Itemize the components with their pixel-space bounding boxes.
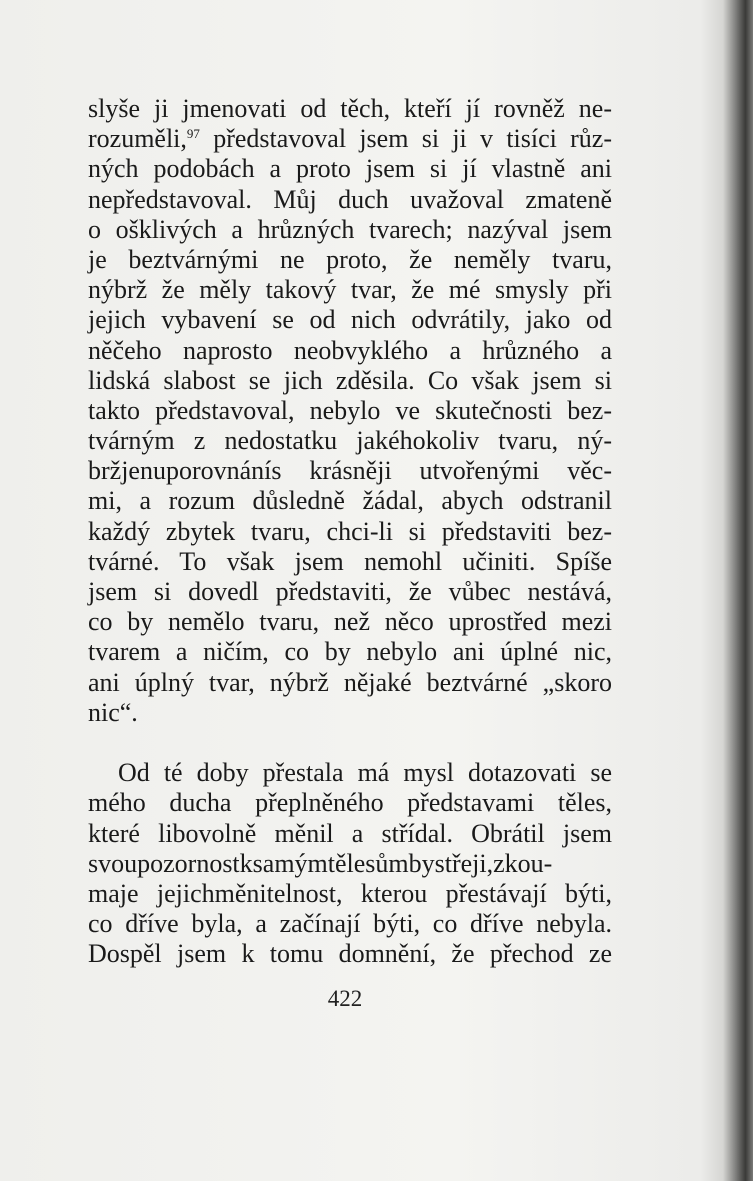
text-line: tvárným z nedostatku jakéhokoliv tvaru, ný-: [88, 426, 612, 456]
text-line: [88, 728, 612, 758]
text-line: co dříve byla, a začínají býti, co dříve nebyla.: [88, 909, 612, 939]
text-line: [88, 124, 612, 154]
footnote-reference: 97: [186, 126, 200, 142]
text-line: slyše ji jmenovati od těch, kteří jí rovněž ne-: [88, 94, 612, 123]
text-fragment: představoval jsem si ji v tisíci růz-: [213, 124, 612, 154]
text-line: nýbrž že měly takový tvar, že mé smysly při: [88, 275, 612, 305]
body-text: [88, 94, 612, 969]
text-line: mi, a rozum důsledně žádal, abych odstranil: [88, 486, 612, 516]
text-line: co by nemělo tvaru, než něco uprostřed mezi: [88, 607, 612, 637]
text-line: bržjenuporovnánís krásněji utvořenými věc-: [88, 456, 612, 486]
text-line: je beztvárnými ne proto, že neměly tvaru,: [88, 244, 612, 274]
page-number: 422: [327, 986, 363, 1011]
text-line: ných podobách a proto jsem si jí vlastně ani: [88, 154, 612, 184]
text-line: tvarem a ničím, co by nebylo ani úplné nic,: [88, 637, 612, 667]
text-line: Od té doby přestala má mysl dotazovati se: [118, 758, 612, 788]
text-line: jsem si dovedl představiti, že vůbec nestává,: [88, 577, 612, 606]
text-line: každý zbytek tvaru, chci-li si představiti bez-: [88, 516, 612, 546]
text-line: tvárné. To však jsem nemohl učiniti. Spíše: [88, 546, 612, 576]
text-line: Dospěl jsem k tomu domnění, že přechod ze: [88, 939, 612, 969]
text-line: takto představoval, nebylo ve skutečnosti bez-: [88, 395, 612, 425]
text-line: jejich vybavení se od nich odvrátily, jako od: [88, 305, 612, 335]
text-fragment: rozuměli,: [88, 124, 187, 154]
text-line: lidská slabost se jich zděsila. Co však jsem si: [88, 365, 612, 395]
text-line: něčeho naprosto neobvyklého a hrůzného a: [88, 335, 612, 365]
text-line: o ošklivých a hrůzných tvarech; nazýval jsem: [88, 214, 612, 244]
text-line: které libovolně měnil a střídal. Obrátil jsem: [88, 818, 612, 848]
text-line: nic“.: [88, 697, 138, 727]
text-line: nepředstavoval. Můj duch uvažoval zmateně: [88, 184, 612, 214]
text-line: maje jejichměnitelnost, kterou přestávají býti,: [88, 878, 612, 908]
text-line: svoupozornostksamýmtělesůmbystřeji,zkou-: [88, 848, 553, 878]
text-line: ani úplný tvar, nýbrž nějaké beztvárné „skoro: [88, 667, 612, 697]
text-line: mého ducha přeplněného představami těles,: [88, 788, 612, 818]
